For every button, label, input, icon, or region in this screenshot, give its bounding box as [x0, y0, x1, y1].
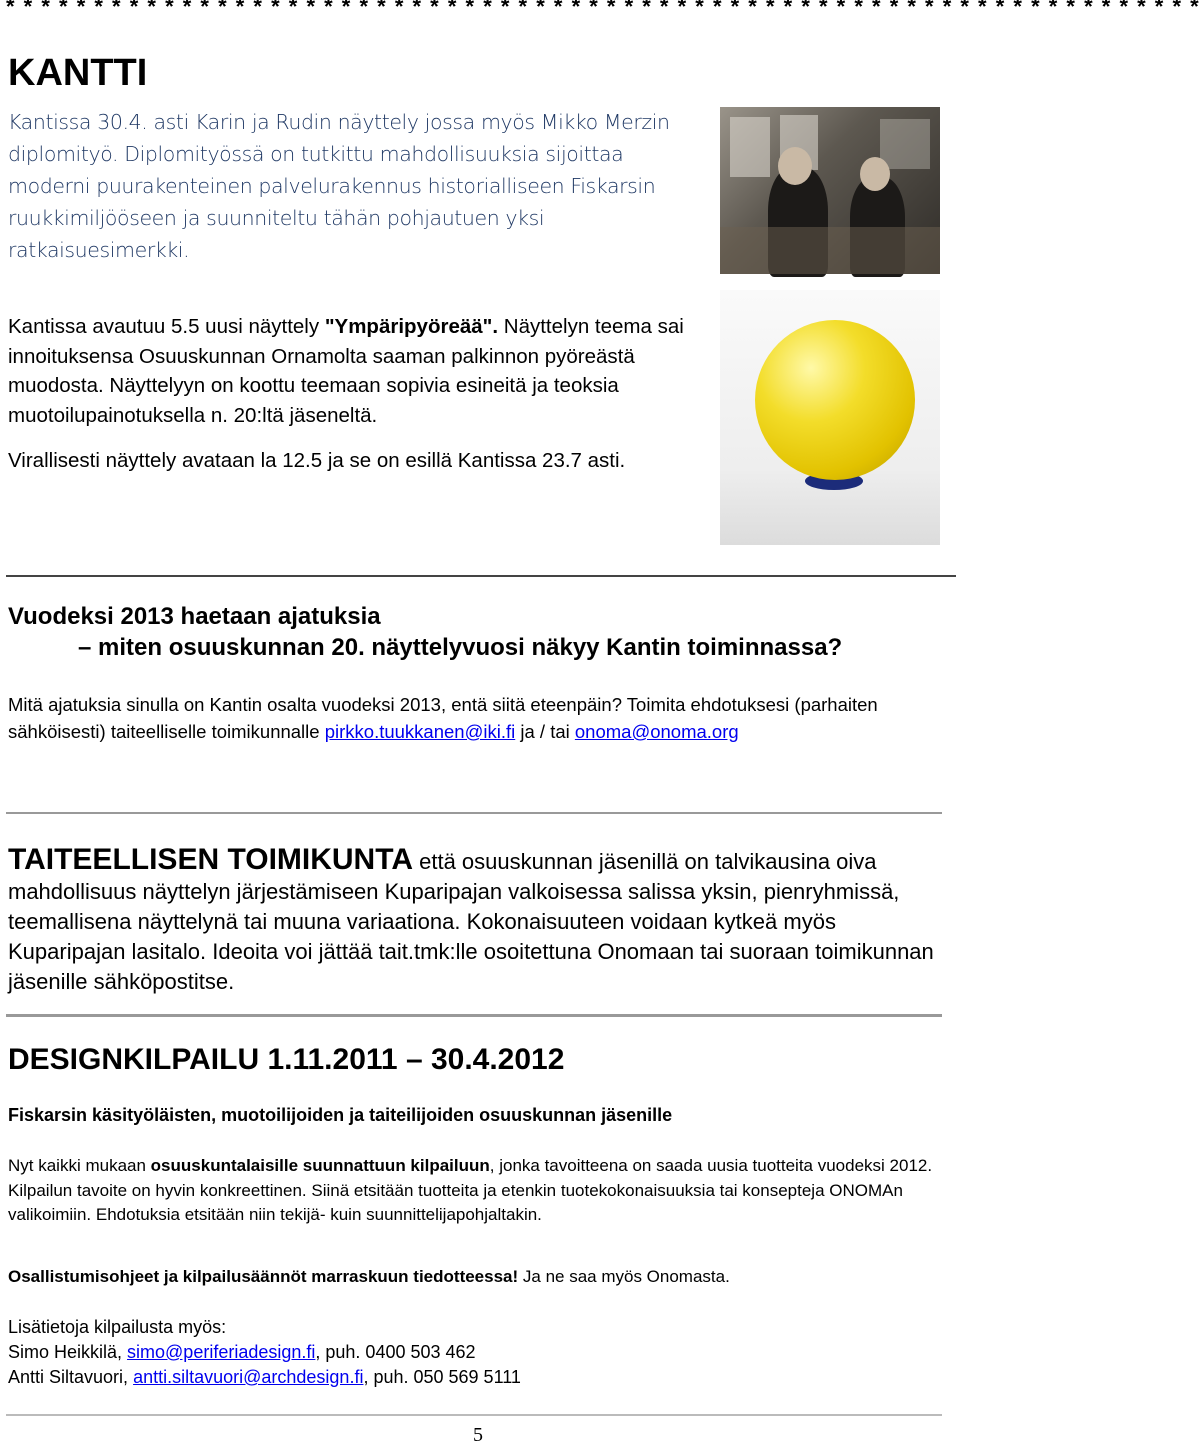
photo-two-men — [720, 107, 940, 274]
art-committee-section — [8, 845, 948, 997]
divider — [6, 1014, 942, 1017]
contact-label: Lisätietoja kilpailusta myös: — [8, 1317, 227, 1337]
competition-text-cont: , jonka tavoitteena on saada uusia tuotteita vuodeksi 2012. Kilpailun tavoite on hyvin konkreettinen. Siinä etsitään tuotteita ja etenkin tuotekokonaisuuksia tai konsepteja ONOMAn valikoimiin. Ehdotuksia etsitään niin tekijä- kuin suunnittelijapohjaltakin. — [8, 1156, 933, 1224]
exhibition-announcement — [8, 312, 708, 476]
heading-line-2: – miten osuuskunnan 20. näyttelyvuosi näkyy Kantin toiminnassa? — [78, 634, 843, 661]
participation-rest: Ja ne saa myös Onomasta. — [518, 1267, 730, 1286]
design-competition-title: DESIGNKILPAILU 1.11.2011 – 30.4.2012 — [8, 1043, 565, 1076]
footer-divider — [6, 1414, 942, 1416]
competition-emphasis: osuuskuntalaisille suunnattuun kilpailuun — [150, 1156, 490, 1175]
exhibition-paragraph — [8, 312, 708, 430]
page-number: 5 — [473, 1424, 483, 1446]
heading-line-1: Vuodeksi 2013 haetaan ajatuksia — [8, 603, 381, 630]
yellow-sphere — [755, 320, 915, 480]
email-link-simo[interactable]: simo@periferiadesign.fi — [127, 1342, 316, 1362]
exhibition-text-cont: Näyttelyn teema sai innoituksensa Osuuskunnan Ornamolta saaman palkinnon pyöreästä muodosta. Näyttelyyn on koottu teemaan sopivia esineitä ja teoksia muotoilupainotuksella n. 20:ltä jäseneltä. — [8, 315, 684, 427]
contact-phone: , puh. 0400 503 462 — [315, 1342, 476, 1362]
section-title-kantti: KANTTI — [8, 52, 148, 94]
contact-info — [8, 1315, 948, 1390]
contact-antti — [8, 1365, 948, 1390]
art-committee-text: että osuuskunnan jäsenillä on talvikausina oiva mahdollisuus näyttelyn järjestämiseen Kuparipajan valkoisessa salissa yksin, pienryhmissä, teemallisena näyttelynä tai muuna variaationa. Kokonaisuuteen voidaan kytkeä myös Kuparipajan lasitalo. Ideoita voi jättää tait.tmk:lle osoitettuna Onomaan tai suoraan toimikunnan jäsenille sähköpostitse. — [8, 849, 934, 994]
exhibition-name: "Ympäripyöreää". — [324, 315, 499, 338]
art-committee-title: TAITEELLISEN TOIMIKUNTA — [8, 843, 413, 876]
exhibition-dates: Virallisesti näyttely avataan la 12.5 ja se on esillä Kantissa 23.7 asti. — [8, 449, 626, 472]
exhibition-text: Kantissa avautuu 5.5 uusi näyttely — [8, 315, 325, 338]
contact-simo — [8, 1340, 948, 1365]
contact-phone: , puh. 050 569 5111 — [363, 1367, 521, 1387]
ideas-text: Mitä ajatuksia sinulla on Kantin osalta vuodeksi 2013, entä siitä eteenpäin? Toimita ehdotuksesi (parhaiten sähköisesti) taiteelliselle toimikunnalle — [8, 694, 878, 742]
contact-name: Simo Heikkilä, — [8, 1342, 128, 1362]
design-competition-subtitle: Fiskarsin käsityöläisten, muotoilijoiden ja taiteilijoiden osuuskunnan jäsenille — [8, 1105, 673, 1125]
email-link-onoma[interactable]: onoma@onoma.org — [574, 721, 739, 742]
yellow-ball-lamp-image — [720, 290, 940, 545]
participation-note — [8, 1267, 730, 1287]
participation-bold: Osallistumisohjeet ja kilpailusäännöt marraskuun tiedotteessa! — [8, 1267, 519, 1286]
kantti-intro-text: Kantissa 30.4. asti Karin ja Rudin näyttely jossa myös Mikko Merzin diplomityö. Diplomityössä on tutkittu mahdollisuuksia sijoittaa moderni puurakenteinen palvelurakennus historialliseen Fiskarsin ruukkimiljööseen ja suunniteltu tähän pohjautuen yksi ratkaisuesimerkki. — [8, 110, 670, 262]
email-link-antti[interactable]: antti.siltavuori@archdesign.fi — [133, 1367, 364, 1387]
heading-2013-ideas — [8, 601, 948, 663]
competition-text: Nyt kaikki mukaan — [8, 1156, 151, 1175]
contact-name: Antti Siltavuori, — [8, 1367, 134, 1387]
competition-description — [8, 1154, 948, 1228]
ideas-text-cont: ja / tai — [515, 721, 575, 742]
divider — [6, 812, 942, 814]
star-divider: * * * * * * * * * * * * * * * * * * * * * * * * * * * * * * * * * * * * * * * * * * * * * * * * * * * * * * * * * * * * * * * * * * * * — [6, 0, 1200, 19]
divider — [6, 575, 956, 577]
ideas-request-text — [8, 691, 948, 745]
email-link-pirkko[interactable]: pirkko.tuukkanen@iki.fi — [324, 721, 516, 742]
